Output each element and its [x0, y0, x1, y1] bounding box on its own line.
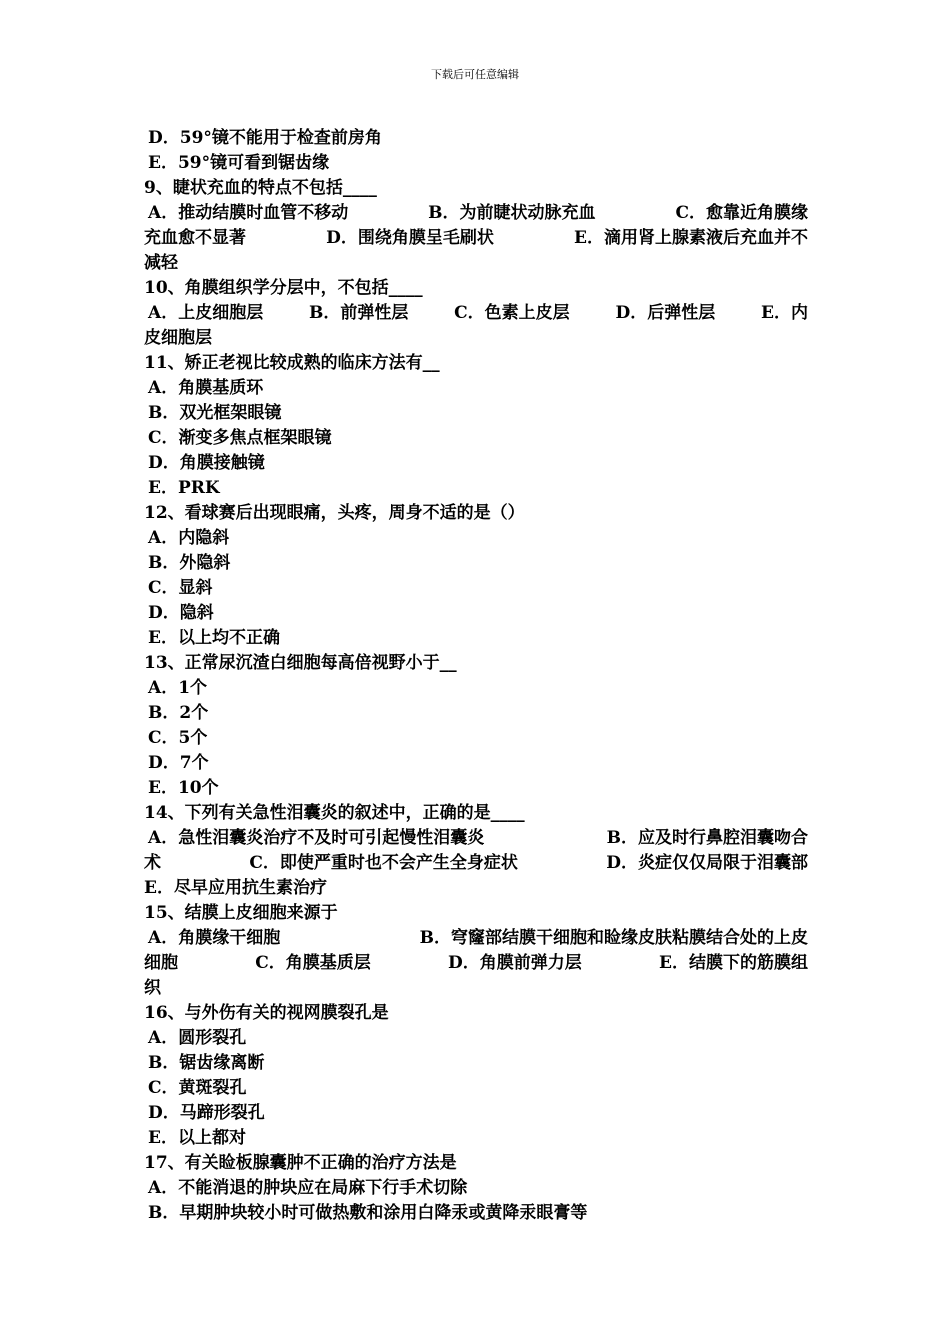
option-d: D．角膜前弹力层 [448, 953, 582, 973]
option-line: 织 [144, 978, 161, 998]
question-9: 9、睫状充血的特点不包括____ [144, 178, 377, 198]
option-text: 充血愈不显著 [144, 228, 246, 248]
option-text: 术 [144, 853, 161, 873]
option-row [144, 851, 808, 876]
option-line: 减轻 [144, 253, 178, 273]
option-c: C．即使严重时也不会产生全身症状 [249, 853, 518, 873]
question-14: 14、下列有关急性泪囊炎的叙述中，正确的是____ [144, 803, 525, 823]
question-13: 13、正常尿沉渣白细胞每高倍视野小于__ [144, 653, 457, 673]
option-text: 细胞 [144, 953, 178, 973]
option-d: D．角膜接触镜 [148, 453, 265, 473]
option-b: B．早期肿块较小时可做热敷和涂用白降汞或黄降汞眼膏等 [148, 1203, 588, 1223]
option-d: D．马蹄形裂孔 [148, 1103, 265, 1123]
option-c: C．5个 [148, 728, 208, 748]
option-e: E．以上均不正确 [148, 628, 280, 648]
option-a: A．1个 [148, 678, 208, 698]
option-c: C．渐变多焦点框架眼镜 [148, 428, 332, 448]
option-e: E．以上都对 [148, 1128, 246, 1148]
option-row [144, 926, 808, 951]
question-10: 10、角膜组织学分层中，不包括____ [144, 278, 423, 298]
option-d: D．7个 [148, 753, 209, 773]
option-b: B．外隐斜 [148, 553, 231, 573]
option-c: C．色素上皮层 [454, 303, 570, 323]
option-a: A．不能消退的肿块应在局麻下行手术切除 [148, 1178, 468, 1198]
option-e: E．结膜下的筋膜组 [659, 953, 808, 973]
option-c: C．黄斑裂孔 [148, 1078, 247, 1098]
option-line: E．59°镜可看到锯齿缘 [148, 153, 330, 173]
option-c: C．愈靠近角膜缘 [675, 203, 808, 223]
question-12: 12、看球赛后出现眼痛，头疼，周身不适的是（） [144, 503, 525, 523]
option-d: D．围绕角膜呈毛刷状 [326, 228, 494, 248]
option-line: D．59°镜不能用于检查前房角 [148, 128, 382, 148]
option-c: C．角膜基质层 [255, 953, 371, 973]
option-b: B．锯齿缘离断 [148, 1053, 265, 1073]
document-body [144, 126, 808, 1226]
option-b: B．穹窿部结膜干细胞和睑缘皮肤粘膜结合处的上皮 [419, 928, 808, 948]
option-b: B．双光框架眼镜 [148, 403, 282, 423]
option-d: D．后弹性层 [615, 303, 716, 323]
option-b: B．2个 [148, 703, 209, 723]
option-row [144, 826, 808, 851]
option-a: A．内隐斜 [148, 528, 230, 548]
option-row [144, 951, 808, 976]
option-e: E．尽早应用抗生素治疗 [144, 878, 327, 898]
question-16: 16、与外伤有关的视网膜裂孔是 [144, 1003, 389, 1023]
option-a: A．圆形裂孔 [148, 1028, 247, 1048]
option-c: C．显斜 [148, 578, 213, 598]
option-line: 皮细胞层 [144, 328, 212, 348]
page-header: 下载后可任意编辑 [431, 68, 519, 81]
option-row [144, 226, 808, 251]
option-b: B．前弹性层 [308, 303, 409, 323]
option-a: A．上皮细胞层 [148, 303, 264, 323]
option-a: A．角膜基质环 [148, 378, 264, 398]
option-row [144, 201, 808, 226]
option-row [144, 301, 808, 326]
question-15: 15、结膜上皮细胞来源于 [144, 903, 338, 923]
option-a: A．急性泪囊炎治疗不及时可引起慢性泪囊炎 [148, 828, 485, 848]
option-e: E．PRK [148, 478, 220, 498]
option-a: A．角膜缘干细胞 [148, 928, 281, 948]
option-e: E．内 [760, 303, 808, 323]
option-b: B．为前睫状动脉充血 [428, 203, 596, 223]
question-11: 11、矫正老视比较成熟的临床方法有__ [144, 353, 440, 373]
option-d: D．隐斜 [148, 603, 214, 623]
option-b: B．应及时行鼻腔泪囊吻合 [606, 828, 808, 848]
option-a: A．推动结膜时血管不移动 [148, 203, 349, 223]
option-e: E．滴用肾上腺素液后充血并不 [574, 228, 808, 248]
question-17: 17、有关睑板腺囊肿不正确的治疗方法是 [144, 1153, 457, 1173]
option-d: D．炎症仅仅局限于泪囊部 [606, 853, 808, 873]
option-e: E．10个 [148, 778, 219, 798]
